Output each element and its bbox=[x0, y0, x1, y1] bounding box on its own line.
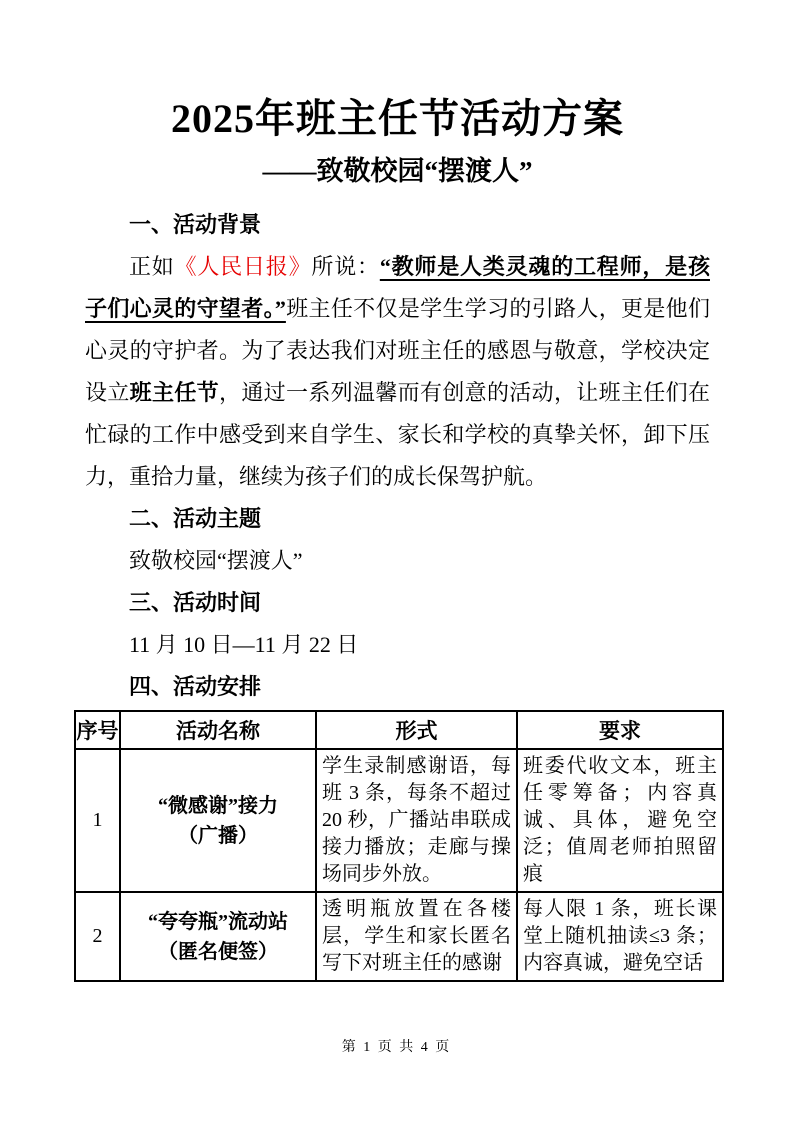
row2-activity-name-line1: “夸夸瓶”流动站 bbox=[148, 910, 288, 933]
document-title: 2025年班主任节活动方案 bbox=[171, 96, 624, 141]
column-header-number: 序号 bbox=[75, 711, 120, 749]
row1-number: 1 bbox=[75, 749, 120, 892]
row2-requirements: 每人限 1 条，班长课堂上随机抽读≤3 条；内容真诚，避免空话 bbox=[517, 892, 723, 981]
row2-number: 2 bbox=[75, 892, 120, 981]
quoted-motto: “教师是人类灵魂的工程师，是孩子们心灵的守望者。” bbox=[85, 254, 710, 321]
paragraph-after-quote: 班主任不仅是学生学习的引路人，更是他们心灵的守护者。为了表达我们对班主任的感恩与敬意，学校决定设立 bbox=[85, 296, 710, 405]
row1-activity-name-line2: （广播） bbox=[178, 824, 258, 847]
people-daily-reference: 《人民日报》 bbox=[174, 254, 312, 279]
page-number-footer: 第 1 页 共 4 页 bbox=[341, 1040, 452, 1055]
column-header-form: 形式 bbox=[316, 711, 517, 749]
table-row bbox=[75, 749, 723, 892]
row2-activity-name-line2: （匿名便签） bbox=[158, 940, 278, 963]
background-paragraph bbox=[85, 246, 710, 498]
theme-text: 致敬校园“摆渡人” bbox=[129, 548, 303, 573]
paragraph-mid: 所说： bbox=[311, 254, 380, 279]
activity-schedule-table bbox=[74, 710, 724, 982]
row2-activity-name bbox=[120, 892, 316, 981]
row1-form: 学生录制感谢语，每班 3 条，每条不超过 20 秒，广播站串联成接力播放；走廊与操场同步外放。 bbox=[316, 749, 517, 892]
document-subtitle: ——致敬校园“摆渡人” bbox=[262, 156, 533, 186]
table-row bbox=[75, 892, 723, 981]
table-header-row bbox=[75, 711, 723, 749]
row1-activity-name bbox=[120, 749, 316, 892]
time-range-text: 11 月 10 日—11 月 22 日 bbox=[129, 632, 359, 657]
section-heading-theme: 二、活动主题 bbox=[129, 506, 262, 531]
row1-activity-name-line1: “微感谢”接力 bbox=[158, 794, 278, 817]
column-header-requirements: 要求 bbox=[517, 711, 723, 749]
paragraph-lead: 正如 bbox=[129, 254, 175, 279]
section-heading-time: 三、活动时间 bbox=[129, 590, 262, 615]
festival-term: 班主任节 bbox=[129, 380, 219, 405]
row2-form: 透明瓶放置在各楼层，学生和家长匿名写下对班主任的感谢 bbox=[316, 892, 517, 981]
paragraph-tail: ，通过一系列温馨而有创意的活动，让班主任们在忙碌的工作中感受到来自学生、家长和学校的真挚关怀，卸下压力，重拾力量，继续为孩子们的成长保驾护航。 bbox=[85, 380, 710, 489]
section-heading-schedule: 四、活动安排 bbox=[129, 674, 262, 699]
row1-requirements: 班委代收文本，班主任零筹备；内容真诚、具体，避免空泛；值周老师拍照留痕 bbox=[517, 749, 723, 892]
section-heading-background: 一、活动背景 bbox=[129, 212, 262, 237]
column-header-activity-name: 活动名称 bbox=[120, 711, 316, 749]
